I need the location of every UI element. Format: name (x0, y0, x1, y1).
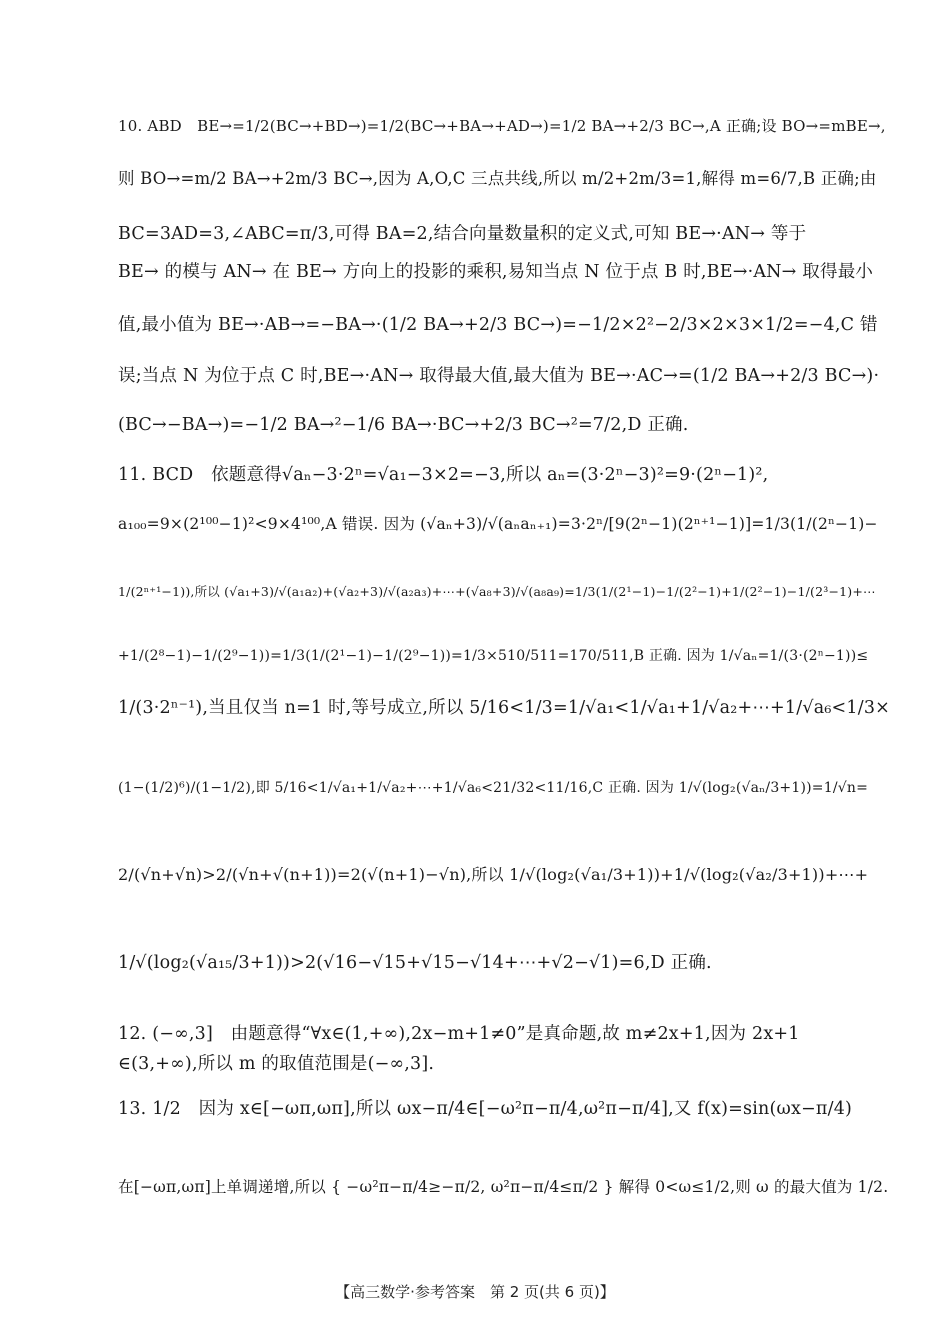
q13-line-1: 13. 1/2 因为 x∈[−ωπ,ωπ],所以 ωx−π/4∈[−ω²π−π/4,ω²π−π/4],又 f(x)=sin(ωx−π/4) (118, 1099, 853, 1119)
q10-line-2: 则 BO→=m/2 BA→+2m/3 BC→,因为 A,O,C 三点共线,所以 m/2+2m/3=1,解得 m=6/7,B 正确;由 (118, 169, 877, 188)
q11-line-3: 1/(2ⁿ⁺¹−1)),所以 (√a₁+3)/√(a₁a₂)+(√a₂+3)/√(a₂a₃)+⋯+(√a₈+3)/√(a₈a₉)=1/3(1/(2¹−1)−1/(2²−1)+1/(2²−1)−1/(2³−1)+⋯ (118, 584, 876, 599)
q10-line-4: BE→ 的模与 AN→ 在 BE→ 方向上的投影的乘积,易知当点 N 位于点 B 时,BE→·AN→ 取得最小 (118, 262, 874, 282)
q11-line-5: 1/(3·2ⁿ⁻¹),当且仅当 n=1 时,等号成立,所以 5/16<1/3=1/√a₁<1/√a₁+1/√a₂+⋯+1/√a₆<1/3× (118, 698, 891, 718)
q11-line-4: +1/(2⁸−1)−1/(2⁹−1))=1/3(1/(2¹−1)−1/(2⁹−1))=1/3×510/511=170/511,B 正确. 因为 1/√aₙ=1/(3·(2ⁿ−1))≤ (118, 648, 869, 664)
q12-line-2: ∈(3,+∞),所以 m 的取值范围是(−∞,3]. (118, 1054, 435, 1074)
q11-line-8: 1/√(log₂(√a₁₅/3+1))>2(√16−√15+√15−√14+⋯+√2−√1)=6,D 正确. (118, 953, 712, 973)
q11-line-1: 11. BCD 依题意得√aₙ−3·2ⁿ=√a₁−3×2=−3,所以 aₙ=(3·2ⁿ−3)²=9·(2ⁿ−1)², (118, 465, 769, 485)
q11-line-7: 2/(√n+√n)>2/(√n+√(n+1))=2(√(n+1)−√n),所以 1/√(log₂(√a₁/3+1))+1/√(log₂(√a₂/3+1))+⋯+ (118, 865, 869, 884)
q12-line-1: 12. (−∞,3] 由题意得“∀x∈(1,+∞),2x−m+1≠0”是真命题,故 m≠2x+1,因为 2x+1 (118, 1024, 800, 1044)
q13-line-2: 在[−ωπ,ωπ]上单调递增,所以 { −ω²π−π/4≥−π/2, ω²π−π/4≤π/2 } 解得 0<ω≤1/2,则 ω 的最大值为 1/2. (118, 1178, 889, 1196)
q11-line-2: a₁₀₀=9×(2¹⁰⁰−1)²<9×4¹⁰⁰,A 错误. 因为 (√aₙ+3)/√(aₙaₙ₊₁)=3·2ⁿ/[9(2ⁿ−1)(2ⁿ⁺¹−1)]=1/3(1/(2ⁿ−1)− (118, 515, 878, 533)
q10-line-6: 误;当点 N 为位于点 C 时,BE→·AN→ 取得最大值,最大值为 BE→·AC→=(1/2 BA→+2/3 BC→)· (118, 366, 880, 386)
q10-line-5: 值,最小值为 BE→·AB→=−BA→·(1/2 BA→+2/3 BC→)=−1/2×2²−2/3×2×3×1/2=−4,C 错 (118, 315, 878, 335)
q10-line-1: 10. ABD BE→=1/2(BC→+BD→)=1/2(BC→+BA→+AD→)=1/2 BA→+2/3 BC→,A 正确;设 BO→=mBE→, (118, 117, 886, 135)
page-footer: 【高三数学·参考答案 第 2 页(共 6 页)】 (335, 1283, 615, 1301)
q10-line-3: BC=3AD=3,∠ABC=π/3,可得 BA=2,结合向量数量积的定义式,可知 BE→·AN→ 等于 (118, 224, 807, 244)
q10-line-7: (BC→−BA→)=−1/2 BA→²−1/6 BA→·BC→+2/3 BC→²=7/2,D 正确. (118, 415, 689, 435)
q11-line-6: (1−(1/2)⁶)/(1−1/2),即 5/16<1/√a₁+1/√a₂+⋯+1/√a₆<21/32<11/16,C 正确. 因为 1/√(log₂(√aₙ/3+1))=1/√n= (118, 780, 869, 796)
